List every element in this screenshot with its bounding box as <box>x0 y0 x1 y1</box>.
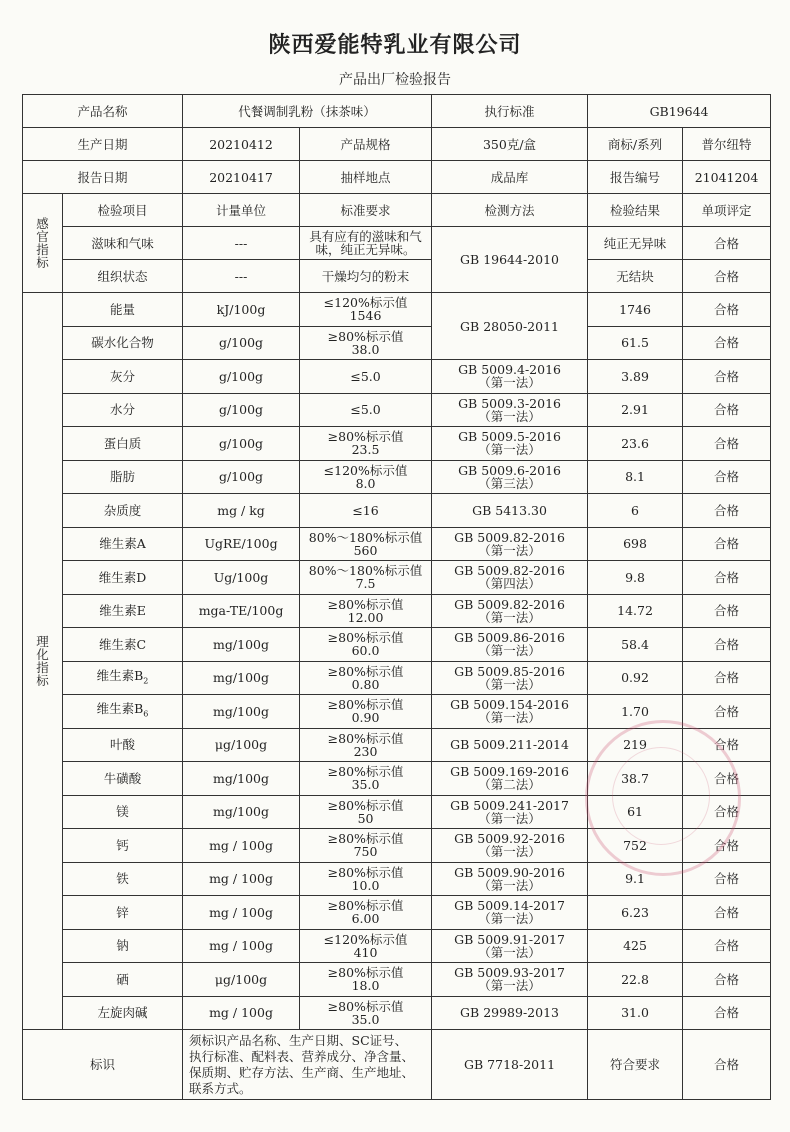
method: GB 29989-2013 <box>432 996 588 1030</box>
col-unit: 计量单位 <box>183 194 300 227</box>
item-name: 能量 <box>63 293 183 327</box>
result: 14.72 <box>588 594 683 628</box>
result: 6.23 <box>588 896 683 930</box>
item-name: 水分 <box>63 393 183 427</box>
physchem-category: 理 化 指 标 <box>23 293 63 1030</box>
sensory-category: 感 官 指 标 <box>23 194 63 293</box>
label-result: 符合要求 <box>588 1030 683 1100</box>
item-name: 维生素D <box>63 561 183 595</box>
col-method: 检测方法 <box>432 194 588 227</box>
sample-place-label: 抽样地点 <box>300 161 432 194</box>
report-title: 产品出厂检验报告 <box>339 72 451 88</box>
result: 23.6 <box>588 427 683 461</box>
col-verdict: 单项评定 <box>683 194 771 227</box>
result: 0.92 <box>588 661 683 695</box>
method: GB 5009.154-2016 （第一法） <box>432 695 588 729</box>
result: 752 <box>588 829 683 863</box>
method: GB 5009.82-2016 （第四法） <box>432 561 588 595</box>
col-requirement: 标准要求 <box>300 194 432 227</box>
table-row <box>23 829 771 863</box>
method: GB 5009.6-2016 （第三法） <box>432 460 588 494</box>
table-row <box>23 728 771 762</box>
item-name: 维生素C <box>63 628 183 662</box>
verdict: 合格 <box>683 829 771 863</box>
unit: mg/100g <box>183 628 300 662</box>
unit: g/100g <box>183 326 300 360</box>
unit: mg / 100g <box>183 862 300 896</box>
method: GB 5009.92-2016 （第一法） <box>432 829 588 863</box>
item-name: 灰分 <box>63 360 183 394</box>
verdict: 合格 <box>683 762 771 796</box>
table-row <box>23 929 771 963</box>
result: 无结块 <box>588 260 683 293</box>
verdict: 合格 <box>683 661 771 695</box>
result: 1746 <box>588 293 683 327</box>
verdict: 合格 <box>683 628 771 662</box>
result: 6 <box>588 494 683 528</box>
spec-label: 产品规格 <box>300 128 432 161</box>
product-name-label: 产品名称 <box>23 95 183 128</box>
info-row-1 <box>23 95 771 128</box>
item-name: 滋味和气味 <box>63 227 183 260</box>
result: 纯正无异味 <box>588 227 683 260</box>
verdict: 合格 <box>683 360 771 394</box>
method: GB 5009.211-2014 <box>432 728 588 762</box>
table-row <box>23 527 771 561</box>
unit: g/100g <box>183 460 300 494</box>
unit: mg/100g <box>183 661 300 695</box>
requirement: ≥80%标示值 18.0 <box>300 963 432 997</box>
table-row <box>23 896 771 930</box>
requirement: ≤120%标示值 410 <box>300 929 432 963</box>
requirement: ≥80%标示值 750 <box>300 829 432 863</box>
requirement: ≥80%标示值 35.0 <box>300 762 432 796</box>
requirement: ≥80%标示值 12.00 <box>300 594 432 628</box>
table-row <box>23 360 771 394</box>
verdict: 合格 <box>683 695 771 729</box>
table-row <box>23 762 771 796</box>
table-row <box>23 628 771 662</box>
item-name: 维生素E <box>63 594 183 628</box>
verdict: 合格 <box>683 494 771 528</box>
unit: kJ/100g <box>183 293 300 327</box>
unit: mg / 100g <box>183 996 300 1030</box>
result: 61 <box>588 795 683 829</box>
unit: mg/100g <box>183 795 300 829</box>
item-name: 镁 <box>63 795 183 829</box>
table-row <box>23 326 771 360</box>
shared-method: GB 28050-2011 <box>432 293 588 360</box>
unit: --- <box>183 227 300 260</box>
requirement: 具有应有的滋味和气 味，纯正无异味。 <box>300 227 432 260</box>
requirement: ≥80%标示值 10.0 <box>300 862 432 896</box>
item-name: 维生素$B_6$ <box>63 695 183 729</box>
report-date-value: 20210417 <box>183 161 300 194</box>
table-row <box>23 862 771 896</box>
requirement: ≥80%标示值 35.0 <box>300 996 432 1030</box>
verdict: 合格 <box>683 527 771 561</box>
method: GB 5413.30 <box>432 494 588 528</box>
requirement: ≥80%标示值 6.00 <box>300 896 432 930</box>
unit: mg / 100g <box>183 929 300 963</box>
table-row <box>23 494 771 528</box>
brand-label: 商标/系列 <box>588 128 683 161</box>
requirement: ≥80%标示值 38.0 <box>300 326 432 360</box>
prod-date-value: 20210412 <box>183 128 300 161</box>
unit: UgRE/100g <box>183 527 300 561</box>
method: GB 5009.90-2016 （第一法） <box>432 862 588 896</box>
label-row <box>23 1030 771 1100</box>
info-row-2 <box>23 128 771 161</box>
result: 38.7 <box>588 762 683 796</box>
table-row <box>23 795 771 829</box>
report-date-label: 报告日期 <box>23 161 183 194</box>
verdict: 合格 <box>683 293 771 327</box>
result: 9.8 <box>588 561 683 595</box>
item-name: 锌 <box>63 896 183 930</box>
result: 2.91 <box>588 393 683 427</box>
unit: --- <box>183 260 300 293</box>
method: GB 5009.82-2016 （第一法） <box>432 594 588 628</box>
method: GB 5009.5-2016 （第一法） <box>432 427 588 461</box>
col-item: 检验项目 <box>63 194 183 227</box>
result: 1.70 <box>588 695 683 729</box>
method: GB 5009.3-2016 （第一法） <box>432 393 588 427</box>
item-name: 杂质度 <box>63 494 183 528</box>
method: GB 5009.93-2017 （第一法） <box>432 963 588 997</box>
label-item: 标识 <box>23 1030 183 1100</box>
verdict: 合格 <box>683 896 771 930</box>
table-row <box>23 293 771 327</box>
item-name: 脂肪 <box>63 460 183 494</box>
result: 219 <box>588 728 683 762</box>
unit: mg / 100g <box>183 896 300 930</box>
requirement: ≤5.0 <box>300 360 432 394</box>
unit: μg/100g <box>183 963 300 997</box>
verdict: 合格 <box>683 862 771 896</box>
verdict: 合格 <box>683 393 771 427</box>
verdict: 合格 <box>683 594 771 628</box>
inspection-table <box>22 94 771 1100</box>
item-name: 组织状态 <box>63 260 183 293</box>
verdict: 合格 <box>683 795 771 829</box>
requirement: ≥80%标示值 60.0 <box>300 628 432 662</box>
requirement: ≥80%标示值 230 <box>300 728 432 762</box>
table-row <box>23 227 771 260</box>
requirement: 80%～180%标示值 7.5 <box>300 561 432 595</box>
item-name: 牛磺酸 <box>63 762 183 796</box>
verdict: 合格 <box>683 326 771 360</box>
item-name: 碳水化合物 <box>63 326 183 360</box>
verdict: 合格 <box>683 427 771 461</box>
table-row <box>23 661 771 695</box>
item-name: 维生素A <box>63 527 183 561</box>
method: GB 5009.4-2016 （第一法） <box>432 360 588 394</box>
verdict: 合格 <box>683 728 771 762</box>
table-row <box>23 963 771 997</box>
result: 8.1 <box>588 460 683 494</box>
table-row <box>23 260 771 293</box>
standard-label: 执行标准 <box>432 95 588 128</box>
item-name: 维生素$B_2$ <box>63 661 183 695</box>
requirement: ≤120%标示值 8.0 <box>300 460 432 494</box>
column-header-row <box>23 194 771 227</box>
verdict: 合格 <box>683 996 771 1030</box>
table-row <box>23 594 771 628</box>
info-row-3 <box>23 161 771 194</box>
requirement: 80%～180%标示值 560 <box>300 527 432 561</box>
table-row <box>23 427 771 461</box>
unit: mg/100g <box>183 762 300 796</box>
requirement: ≥80%标示值 0.80 <box>300 661 432 695</box>
requirement: 干燥均匀的粉末 <box>300 260 432 293</box>
method: GB 5009.241-2017 （第一法） <box>432 795 588 829</box>
table-row <box>23 460 771 494</box>
label-verdict: 合格 <box>683 1030 771 1100</box>
standard-value: GB19644 <box>588 95 771 128</box>
method: GB 5009.86-2016 （第一法） <box>432 628 588 662</box>
item-name: 钙 <box>63 829 183 863</box>
col-result: 检验结果 <box>588 194 683 227</box>
sample-place-value: 成品库 <box>432 161 588 194</box>
requirement: ≥80%标示值 23.5 <box>300 427 432 461</box>
sensory-method: GB 19644-2010 <box>432 227 588 293</box>
item-name: 左旋肉碱 <box>63 996 183 1030</box>
result: 3.89 <box>588 360 683 394</box>
method: GB 5009.82-2016 （第一法） <box>432 527 588 561</box>
verdict: 合格 <box>683 227 771 260</box>
prod-date-label: 生产日期 <box>23 128 183 161</box>
verdict: 合格 <box>683 929 771 963</box>
unit: g/100g <box>183 360 300 394</box>
result: 22.8 <box>588 963 683 997</box>
product-name-value: 代餐调制乳粉（抹茶味） <box>183 95 432 128</box>
verdict: 合格 <box>683 963 771 997</box>
unit: Ug/100g <box>183 561 300 595</box>
label-method: GB 7718-2011 <box>432 1030 588 1100</box>
table-row <box>23 393 771 427</box>
result: 31.0 <box>588 996 683 1030</box>
unit: g/100g <box>183 427 300 461</box>
requirement: ≤120%标示值 1546 <box>300 293 432 327</box>
method: GB 5009.14-2017 （第一法） <box>432 896 588 930</box>
verdict: 合格 <box>683 260 771 293</box>
method: GB 5009.85-2016 （第一法） <box>432 661 588 695</box>
report-no-value: 21041204 <box>683 161 771 194</box>
result: 425 <box>588 929 683 963</box>
result: 698 <box>588 527 683 561</box>
unit: mg/100g <box>183 695 300 729</box>
unit: mg / 100g <box>183 829 300 863</box>
label-requirement: 须标识产品名称、生产日期、SC证号、 执行标准、配料表、营养成分、净含量、 保质期、贮存方法、生产商、生产地址、 联系方式。 <box>183 1030 432 1100</box>
requirement: ≤16 <box>300 494 432 528</box>
item-name: 钠 <box>63 929 183 963</box>
result: 61.5 <box>588 326 683 360</box>
method: GB 5009.91-2017 （第一法） <box>432 929 588 963</box>
result: 58.4 <box>588 628 683 662</box>
item-name: 叶酸 <box>63 728 183 762</box>
table-row <box>23 561 771 595</box>
unit: mg / kg <box>183 494 300 528</box>
item-name: 蛋白质 <box>63 427 183 461</box>
table-row <box>23 695 771 729</box>
requirement: ≥80%标示值 50 <box>300 795 432 829</box>
brand-value: 普尔纽特 <box>683 128 771 161</box>
verdict: 合格 <box>683 460 771 494</box>
requirement: ≤5.0 <box>300 393 432 427</box>
requirement: ≥80%标示值 0.90 <box>300 695 432 729</box>
result: 9.1 <box>588 862 683 896</box>
report-no-label: 报告编号 <box>588 161 683 194</box>
verdict: 合格 <box>683 561 771 595</box>
unit: g/100g <box>183 393 300 427</box>
company-name: 陕西爱能特乳业有限公司 <box>268 32 522 58</box>
item-name: 硒 <box>63 963 183 997</box>
unit: μg/100g <box>183 728 300 762</box>
item-name: 铁 <box>63 862 183 896</box>
spec-value: 350克/盒 <box>432 128 588 161</box>
table-row <box>23 996 771 1030</box>
unit: mga-TE/100g <box>183 594 300 628</box>
method: GB 5009.169-2016 （第二法） <box>432 762 588 796</box>
